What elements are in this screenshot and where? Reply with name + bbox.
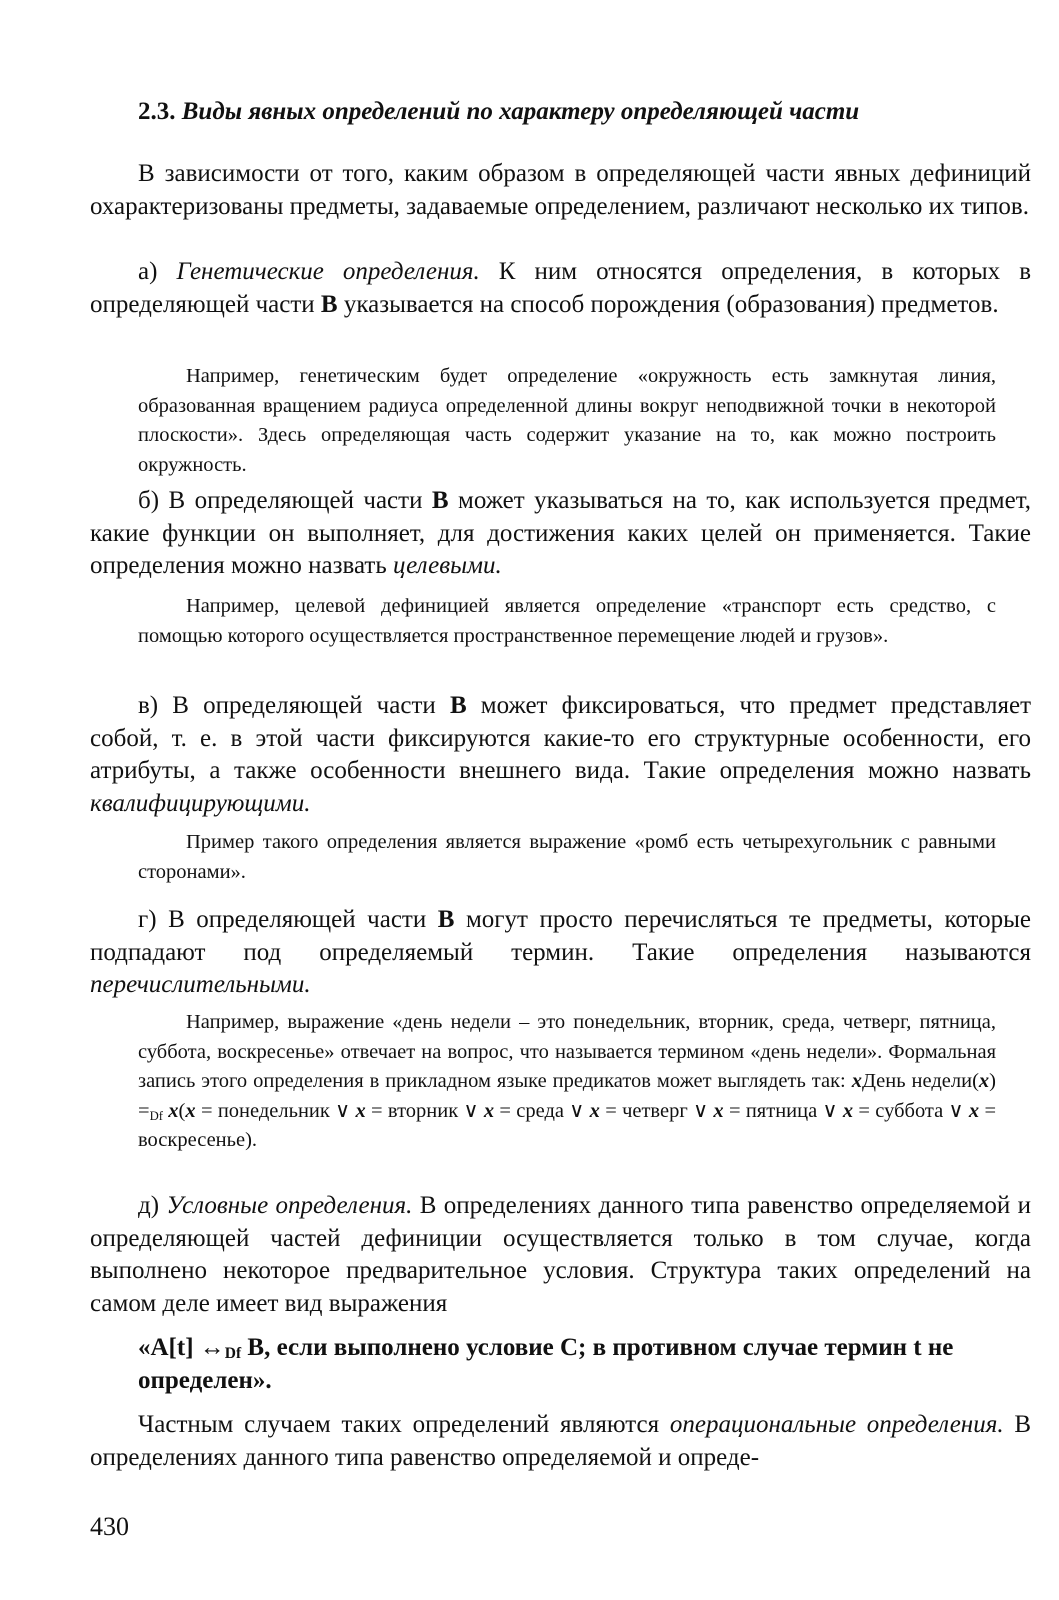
paragraph-qualifying: [90, 690, 1031, 820]
text: в) В определяющей части: [138, 692, 450, 719]
paragraph-enumerative: [90, 904, 1031, 1002]
text: Частным случаем таких определений являются: [138, 1411, 670, 1438]
term-enumerative: перечислительными.: [90, 971, 311, 998]
symbol-b: B: [431, 487, 449, 514]
paragraph-operational: [90, 1409, 1031, 1474]
term-genetic: Генетические определения.: [176, 258, 480, 285]
df-subscript: Df: [149, 1108, 163, 1123]
symbol-b: B: [449, 692, 467, 719]
section-number: 2.3.: [138, 98, 176, 125]
text: =: [138, 1099, 150, 1122]
text: К ним относятся определения, в которых в определяющей части: [90, 258, 1032, 318]
text: День недели(: [861, 1070, 979, 1092]
item-marker: д): [138, 1192, 167, 1219]
symbol-b: B: [437, 906, 455, 933]
intro-paragraph: [90, 158, 1031, 223]
text: = вторник ∨: [365, 1099, 484, 1122]
symbol-b: B: [320, 290, 338, 318]
example-text: Пример такого определения является выражение «ромб есть четырехугольник с равными сторонами».: [138, 831, 996, 883]
text: г) В определяющей части: [138, 906, 438, 933]
text: = воскресенье).: [138, 1099, 997, 1151]
variable-x: x: [589, 1099, 600, 1122]
example-enumerative: Например, выражение «день недели – это понедельник, вторник, среда, четверг, пятница, суббота, воскресенье» отвечает на вопрос, что называется термином «день недели». Формальная запись этого определения в прикладном языке предикатов может выглядеть так: xДень недели(x) $=_{Df}$ x(x = понедельник ∨ x = вторник ∨ x = среда ∨ x = четверг ∨ x = пятница ∨ x = суббота ∨ x = воскресенье).: [138, 1011, 997, 1151]
variable-x: x: [713, 1099, 724, 1122]
text: б) В определяющей части: [138, 487, 432, 514]
paragraph-purpose: [90, 485, 1031, 583]
text: В определениях данного типа равенство определяемой и определяющей частей дефиниции осуществляется только в том случае, когда выполнено некоторое предварительное условия. Структура таких определений на самом деле имеет вид выражения: [90, 1192, 1032, 1317]
text: может фиксироваться, что предмет представляет собой, т. е. в этой части фиксируются какие-то его структурные особенности, его атрибуты, а также особенности внешнего вида. Такие определения можно назвать: [90, 692, 1031, 784]
text: В определениях данного типа равенство определяемой и опреде-: [90, 1411, 1031, 1471]
term-qualifying: квалифицирующими.: [90, 789, 311, 817]
conditional-formula: [138, 1331, 1008, 1397]
text: Например, выражение «день недели – это понедельник, вторник, среда, четверг, пятница, суббота, воскресенье» отвечает на вопрос, что называется термином «день недели». Формальная запись этого определения в прикладном языке предикатов может выглядеть так:: [138, 1011, 996, 1092]
df-subscript: Df: [224, 1345, 242, 1362]
variable-x: x: [968, 1099, 980, 1122]
text: = пятница ∨: [723, 1099, 843, 1122]
term-operational: операциональные определения.: [669, 1411, 1004, 1438]
example-genetic: [138, 362, 996, 480]
paragraph-genetic: [90, 256, 1031, 321]
variable-x: x: [978, 1070, 990, 1092]
variable-x: x: [483, 1099, 495, 1122]
section-title: Виды явных определений по характеру определяющей части: [181, 98, 860, 125]
text: B, если выполнено условие C; в противном случае термин t не определен».: [138, 1334, 954, 1394]
page-number: 430: [90, 1512, 129, 1541]
variable-x: x: [842, 1099, 854, 1122]
term-purpose: целевыми.: [393, 552, 502, 579]
variable-x: x: [355, 1099, 366, 1122]
example-qualifying: [138, 828, 996, 887]
example-purpose: [138, 592, 996, 651]
text: = среда ∨: [494, 1099, 590, 1122]
text: могут просто перечисляться те предметы, которые подпадают под определяемый термин. Такие определения называются: [90, 906, 1031, 966]
text: указывается на способ порождения (образования) предметов.: [337, 290, 999, 318]
example-text: Например, генетическим будет определение «окружность есть замкнутая линия, образованная вращением радиуса определенной длины вокруг неподвижной точки в некоторой плоскости». Здесь определяющая часть содержит указание на то, как можно построить окружность.: [138, 365, 996, 476]
variable-x: x: [185, 1099, 196, 1122]
text: = суббота ∨: [853, 1099, 969, 1122]
text: = понедельник ∨: [195, 1099, 356, 1122]
example-text: Например, целевой дефиницией является определение «транспорт есть средство, с помощью которого осуществляется пространственное перемещение людей и грузов».: [138, 595, 996, 647]
paragraph-conditional: [90, 1190, 1031, 1320]
term-conditional: Условные определения.: [166, 1192, 413, 1219]
text: (: [178, 1099, 186, 1122]
text: может указываться на то, как используется предмет, какие функции он выполняет, для достижения каких целей он применяется. Такие определения можно назвать: [90, 487, 1031, 579]
variable-x: x: [168, 1099, 179, 1122]
section-heading: [138, 98, 859, 126]
text: = четверг ∨: [599, 1099, 714, 1122]
intro-text: В зависимости от того, каким образом в определяющей части явных дефиниций охарактеризованы предметы, задаваемые определением, различают несколько их типов.: [90, 160, 1031, 220]
variable-x: x: [851, 1070, 862, 1092]
item-marker: а): [138, 258, 177, 285]
text: «A[t] ↔: [138, 1334, 225, 1361]
